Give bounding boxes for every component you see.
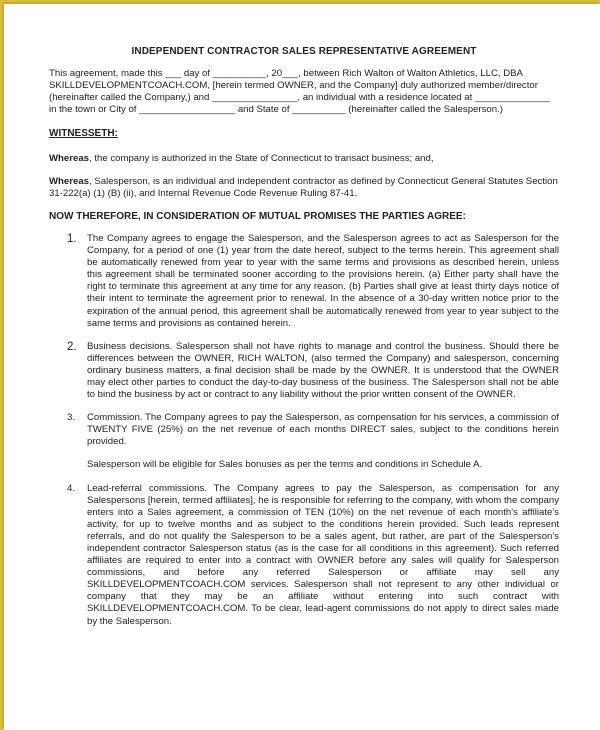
now-therefore-heading: NOW THEREFORE, IN CONSIDERATION OF MUTUAL PROMISES THE PARTIES AGREE:: [49, 210, 466, 222]
term-text: The Company agrees to engage the Salesperson, and the Salesperson agrees to act as Salesperson for the Company, for a period of one (1) year from the date hereof, subject to the terms herein. This agreement shall be automatically renewed from year to year with the same terms and provisions as described herein, unless this agreement shall be terminated sooner according to the provisions herein. (a) Either party shall have the right to terminate this agreement at any time for any reason. (b) Parties shall give at least thirty days notice of their intent to terminate the agreement prior to renewal. In the absence of a 30-day written notice prior to the expiration of the annual period, this agreement shall be automatically renewed from year to year subject to the same terms and provisions as contained herein.: [87, 232, 559, 329]
term-item-2: [49, 341, 559, 401]
terms-list: [49, 233, 559, 628]
whereas-label: Whereas: [49, 175, 89, 187]
whereas-clause-1: [49, 153, 559, 165]
term-number: 2.: [67, 340, 77, 353]
whereas-text: , the company is authorized in the State of Connecticut to transact business; and,: [89, 152, 434, 164]
term-text: Lead-referral commissions. The Company agrees to pay the Salesperson, as compensation for any Salespersons [herein, termed affiliates], he is responsible for referring to the company, with whom the company enters into a Sales agreement, a commission of TEN (10%) on the net revenue of each month's affiliate's activity, for up to twelve months and as subject to the conditions herein provided. Such leads represent referrals, and do not qualify the Salesperson to be a sales agent, but rather, are part of the Salesperson's independent contractor Salesperson status (as is the case for all conditions in this agreement). Such referred affiliates are required to enter into a contract with OWNER before any sales will qualify for Salesperson commissions, and before any referred Salesperson or affiliate may sell any SKILLDEVELOPMENTCOACH.COM services. Salesperson shall not represent to any other individual or company that they may be an affiliate without entering into such contract with SKILLDEVELOPMENTCOACH.COM. To be clear, lead-agent commissions do not apply to direct sales made by the Salesperson.: [87, 482, 559, 627]
whereas-text: , Salesperson, is an individual and independent contractor as defined by Connecticut General Statutes Section 31-222(a) (1) (B) (ii), and Internal Revenue Code Revenue Ruling 87-41.: [49, 175, 558, 199]
term-text: Business decisions. Salesperson shall not have rights to manage and control the business. Should there be differences between the OWNER, RICH WALTON, (also termed the Company) and salesperson, concerning ordinary business matters, a final decision shall be made by the OWNER. It is understood that the OWNER may elect other parties to conduct the day-to-day business of the business. The Salesperson shall not be able to bind the business by act or contract to any liability without the prior written consent of the OWNER.: [87, 340, 559, 401]
term-number: 3.: [67, 412, 76, 424]
whereas-clause-2: [49, 176, 559, 200]
term-number: 4.: [67, 482, 76, 494]
whereas-label: Whereas: [49, 152, 89, 164]
term-number: 1.: [67, 232, 77, 245]
term-item-3: [49, 412, 559, 471]
document-page: [4, 4, 600, 730]
term-item-4: [49, 483, 559, 628]
document-content: [49, 46, 559, 639]
intro-paragraph: This agreement, made this ___ day of __________, 20___, between Rich Walton of Walton Athletics, LLC, DBA SKILLDEVELOPMENTCOACH.COM, [herein termed OWNER, and the Company] duly authorized member/director (hereinafter called the Company,) and ________________, an individual with a residence located at ______________ in the town or City of __________________ and State of __________ (hereinafter called the Salesperson.): [49, 68, 550, 116]
term-subtext: Salesperson will be eligible for Sales bonuses as per the terms and conditions in Schedule A.: [87, 459, 483, 471]
term-item-1: [49, 233, 559, 330]
document-title: INDEPENDENT CONTRACTOR SALES REPRESENTATIVE AGREEMENT: [131, 46, 477, 57]
term-text: Commission. The Company agrees to pay the Salesperson, as compensation for his services, a commission of TWENTY FIVE (25%) on the net revenue of each months DIRECT sales, subject to the conditions herein provided.: [87, 412, 559, 448]
witnesseth-heading: WITNESSETH:: [49, 128, 118, 140]
